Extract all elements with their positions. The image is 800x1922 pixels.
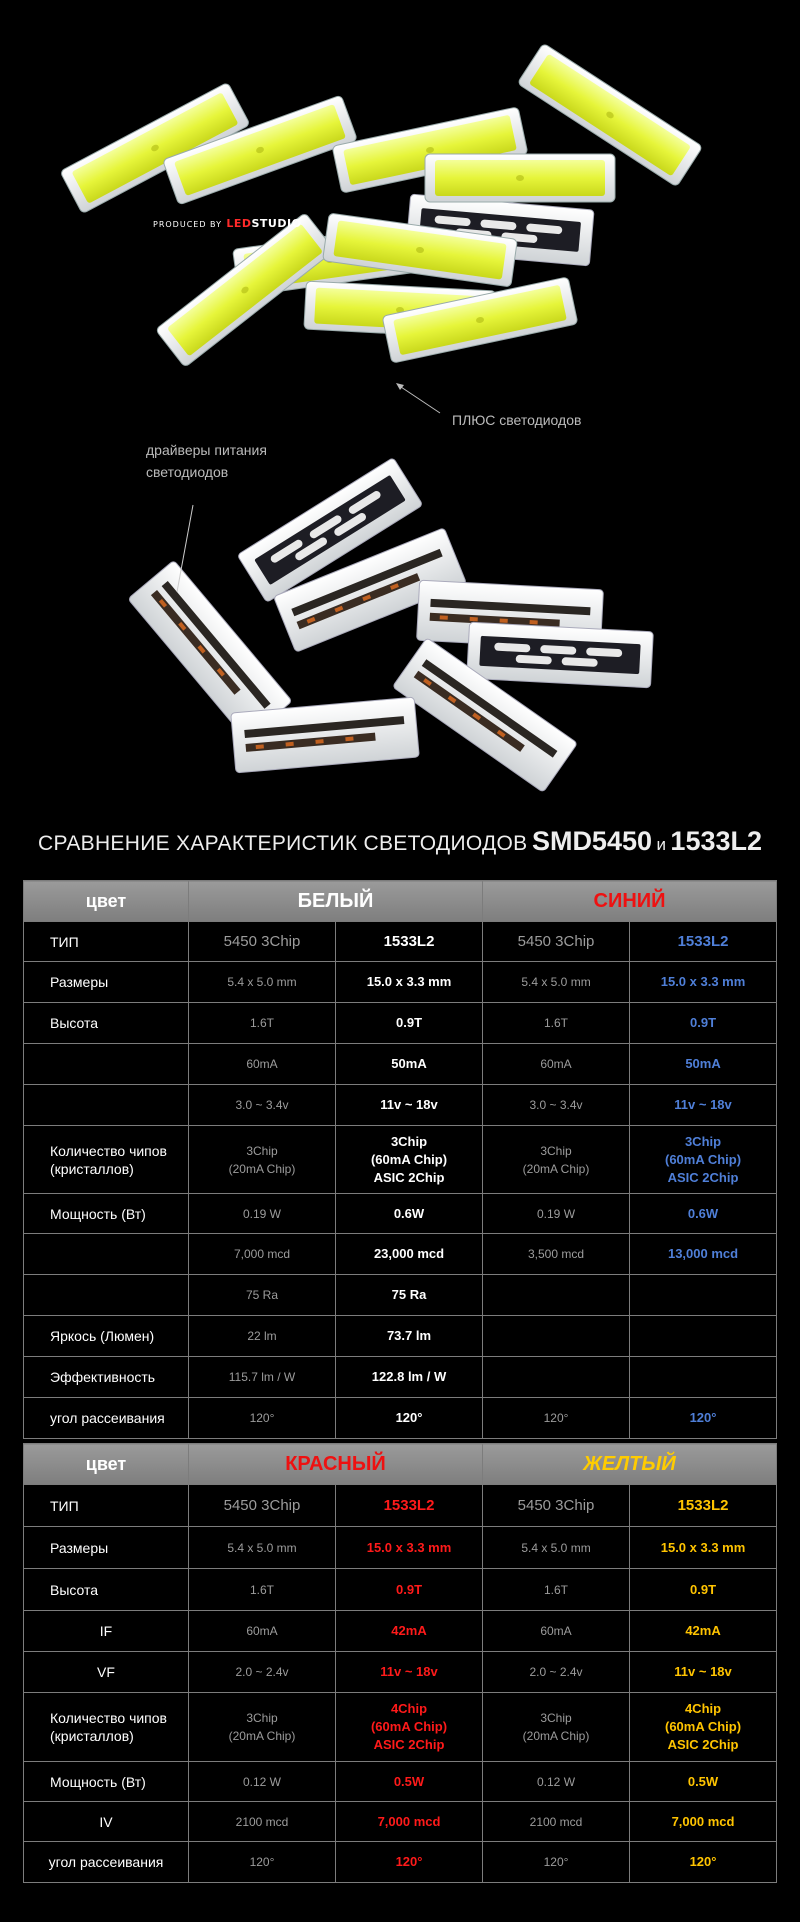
cell-line: ASIC 2Chip [373,1169,445,1185]
cell-line: (60mA Chip) [664,1719,742,1734]
table-row [24,1044,777,1085]
cell: 120° [483,1842,630,1883]
cell: 0.6W [336,1194,483,1234]
cell [336,1126,483,1194]
cell: 50mA [630,1044,777,1085]
cell: 3.0 ~ 3.4v [483,1085,630,1126]
cell: 60mA [189,1044,336,1085]
cell: 120° [630,1842,777,1883]
row-label-line: (кристаллов) [50,1728,134,1744]
cell: 11v ~ 18v [630,1085,777,1126]
header-color-label: цвет [24,1444,189,1485]
row-label [24,1126,189,1194]
cell: 0.9T [630,1569,777,1611]
cell: 1.6T [189,1569,336,1611]
title-conjunction: и [656,835,666,854]
cell: 5450 3Chip [189,922,336,962]
cell-line: 3Chip [246,1711,278,1725]
cell [483,1357,630,1398]
row-label-line: Количество чипов [50,1710,167,1726]
cell: 2.0 ~ 2.4v [483,1652,630,1693]
table-row [24,1802,777,1842]
table-row [24,1485,777,1527]
row-label [24,1275,189,1316]
cell: 11v ~ 18v [336,1652,483,1693]
annotation-drivers [146,439,267,483]
row-label: Высота [24,1569,189,1611]
cell: 0.12 W [189,1762,336,1802]
table-row [24,922,777,962]
cell: 115.7 lm / W [189,1357,336,1398]
cell: 7,000 mcd [630,1802,777,1842]
row-label: Мощность (Вт) [24,1762,189,1802]
cell [630,1316,777,1357]
annotation-drivers-line-1: драйверы питания [146,442,267,458]
cell: 120° [189,1398,336,1439]
cell-line: ASIC 2Chip [373,1737,445,1752]
table-row [24,1194,777,1234]
cell-line: (20mA Chip) [228,1729,296,1743]
product-photo [0,0,800,800]
table-row [24,1842,777,1883]
annotation-drivers-line-2: светодиодов [146,464,229,480]
cell: 5450 3Chip [483,922,630,962]
cell: 122.8 lm / W [336,1357,483,1398]
row-label-line: Количество чипов [50,1142,167,1159]
cell-line: 3Chip [540,1711,572,1725]
title-prefix: СРАВНЕНИЕ ХАРАКТЕРИСТИК СВЕТОДИОДОВ [37,832,528,855]
cell [189,1693,336,1762]
table-row [24,1569,777,1611]
cell: 120° [336,1842,483,1883]
cell-line: (20mA Chip) [228,1161,296,1176]
cell: 120° [483,1398,630,1439]
cell-line: (60mA Chip) [370,1719,448,1734]
cell [483,1316,630,1357]
cell: 0.9T [336,1003,483,1044]
cell-line: 3Chip [540,1143,572,1158]
row-label: Мощность (Вт) [24,1194,189,1234]
row-label: угол рассеивания [24,1842,189,1883]
cell: 15.0 x 3.3 mm [336,1527,483,1569]
cell: 1.6T [483,1569,630,1611]
cell: 5450 3Chip [483,1485,630,1527]
cell: 5.4 x 5.0 mm [189,962,336,1003]
header-group-red: КРАСНЫЙ [189,1444,483,1485]
table-row [24,1316,777,1357]
header-group-yellow: ЖЕЛТЫЙ [483,1444,777,1485]
cell: 42mA [630,1611,777,1652]
cell: 0.5W [336,1762,483,1802]
cell: 60mA [483,1611,630,1652]
table-header-row [24,1444,777,1485]
cell: 42mA [336,1611,483,1652]
table-header-row [24,881,777,922]
table-row [24,1126,777,1194]
row-label [24,1044,189,1085]
page-title [0,826,800,857]
cell: 1.6T [189,1003,336,1044]
cell: 11v ~ 18v [630,1652,777,1693]
cell: 15.0 x 3.3 mm [336,962,483,1003]
row-label: Размеры [24,1527,189,1569]
cell: 50mA [336,1044,483,1085]
cell: 5450 3Chip [189,1485,336,1527]
cell: 5.4 x 5.0 mm [189,1527,336,1569]
cell: 23,000 mcd [336,1234,483,1275]
table-row [24,1652,777,1693]
table-row [24,1357,777,1398]
cell: 60mA [189,1611,336,1652]
row-label-line: (кристаллов) [50,1160,134,1177]
table-row [24,1527,777,1569]
cell [336,1693,483,1762]
cell: 75 Ra [189,1275,336,1316]
row-label [24,1693,189,1762]
cell: 0.19 W [189,1194,336,1234]
cell-line: 3Chip [246,1143,278,1158]
cell [483,1275,630,1316]
cell: 120° [336,1398,483,1439]
logo-brand-studio: STUDIO [251,217,302,230]
cell: 73.7 lm [336,1316,483,1357]
table-row [24,1762,777,1802]
cell: 22 lm [189,1316,336,1357]
cell: 120° [189,1842,336,1883]
cell: 2100 mcd [483,1802,630,1842]
header-group-blue: СИНИЙ [483,881,777,922]
cell-line: ASIC 2Chip [667,1737,739,1752]
table-row [24,1275,777,1316]
header-color-label: цвет [24,881,189,922]
row-label: угол рассеивания [24,1398,189,1439]
row-label [24,1085,189,1126]
cell-line: 3Chip [684,1133,722,1149]
cell: 120° [630,1398,777,1439]
studio-logo [153,217,301,230]
header-group-white: БЕЛЫЙ [189,881,483,922]
cell: 0.12 W [483,1762,630,1802]
cell: 7,000 mcd [189,1234,336,1275]
row-label: ТИП [24,922,189,962]
row-label [24,1234,189,1275]
title-model-a: SMD5450 [531,826,653,856]
cell: 1533L2 [336,922,483,962]
cell: 5.4 x 5.0 mm [483,1527,630,1569]
logo-brand-led: LED [226,217,252,230]
cell: 1533L2 [630,922,777,962]
cell: 15.0 x 3.3 mm [630,962,777,1003]
row-label: Яркось (Люмен) [24,1316,189,1357]
cell: 0.19 W [483,1194,630,1234]
table-row [24,1611,777,1652]
title-model-b: 1533L2 [670,826,762,856]
cell: 11v ~ 18v [336,1085,483,1126]
cell [630,1275,777,1316]
table-row [24,1003,777,1044]
cell [630,1693,777,1762]
row-label: Размеры [24,962,189,1003]
cell: 0.9T [336,1569,483,1611]
cell: 0.6W [630,1194,777,1234]
table-row [24,1234,777,1275]
cell-line: ASIC 2Chip [667,1169,739,1185]
cell [630,1357,777,1398]
cell-line: (60mA Chip) [370,1151,448,1167]
cell [630,1126,777,1194]
cell: 0.9T [630,1003,777,1044]
cell-line: (60mA Chip) [664,1151,742,1167]
spec-table-white-blue [23,880,777,1439]
cell: 1533L2 [336,1485,483,1527]
cell: 60mA [483,1044,630,1085]
cell [483,1693,630,1762]
table-row [24,1398,777,1439]
cell: 0.5W [630,1762,777,1802]
table-row [24,1693,777,1762]
cell [483,1126,630,1194]
table-row [24,962,777,1003]
row-label: IF [24,1611,189,1652]
cell: 1.6T [483,1003,630,1044]
row-label: Высота [24,1003,189,1044]
cell: 75 Ra [336,1275,483,1316]
logo-produced-by: PRODUCED BY [153,220,222,229]
cell-line: 4Chip [684,1701,722,1716]
row-label: Эффективность [24,1357,189,1398]
cell-line: (20mA Chip) [522,1161,590,1176]
cell: 13,000 mcd [630,1234,777,1275]
cell [189,1126,336,1194]
cell-line: 4Chip [390,1701,428,1716]
cell: 3,500 mcd [483,1234,630,1275]
cell: 1533L2 [630,1485,777,1527]
row-label: ТИП [24,1485,189,1527]
cell: 7,000 mcd [336,1802,483,1842]
cell: 3.0 ~ 3.4v [189,1085,336,1126]
cell-line: (20mA Chip) [522,1729,590,1743]
led-strips-illustration [0,0,800,800]
spec-table-red-yellow [23,1443,777,1883]
cell: 2.0 ~ 2.4v [189,1652,336,1693]
cell-line: 3Chip [390,1133,428,1149]
cell: 2100 mcd [189,1802,336,1842]
cell: 5.4 x 5.0 mm [483,962,630,1003]
row-label: VF [24,1652,189,1693]
cell: 15.0 x 3.3 mm [630,1527,777,1569]
row-label: IV [24,1802,189,1842]
annotation-plus: ПЛЮС светодиодов [452,412,582,428]
table-row [24,1085,777,1126]
